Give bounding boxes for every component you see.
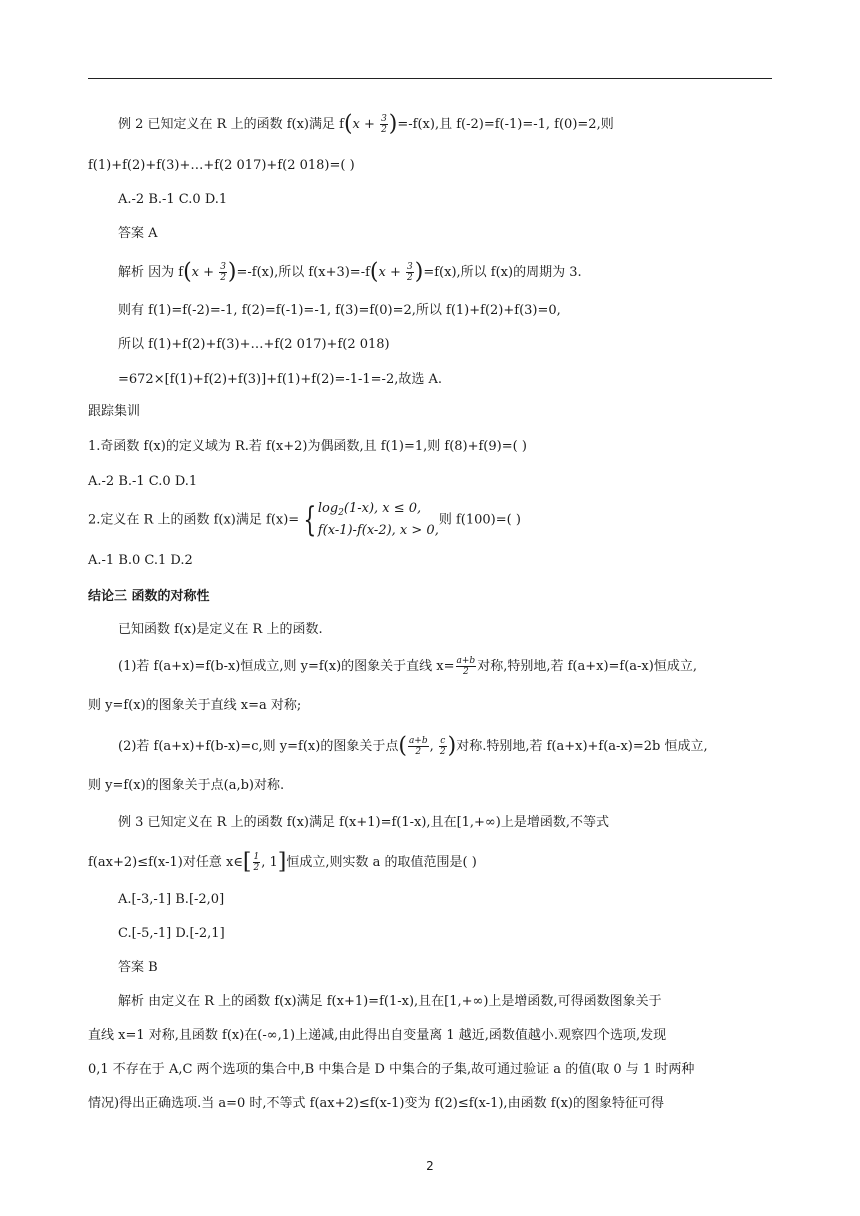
conclusion3-point2: (2)若 f(a+x)+f(b-x)=c,则 y=f(x)的图象关于点( $\frac{a+b}{2}$ , $\frac{c}{2}$ )对称.特别地,若 f(a+x)+f(a-x)=2b 恒成立, — [118, 733, 708, 759]
example3-solution-line2: 直线 x=1 对称,且函数 f(x)在(-∞,1)上递减,由此得出自变量离 1 越近,函数值越小.观察四个选项,发现 — [88, 1028, 667, 1043]
tracking-question1-options: A.-2 B.-1 C.0 D.1 — [88, 474, 198, 489]
example3-solution-line1: 解析 由定义在 R 上的函数 f(x)满足 f(x+1)=f(1-x),且在[1,+∞)上是增函数,可得函数图象关于 — [118, 994, 662, 1009]
tracking-title: 跟踪集训 — [88, 404, 141, 419]
example2-statement-line2: f(1)+f(2)+f(3)+…+f(2 017)+f(2 018)=( ) — [88, 158, 355, 173]
example3-options-row1: A.[-3,-1] B.[-2,0] — [118, 892, 225, 907]
tracking-question1: 1.奇函数 f(x)的定义域为 R.若 f(x+2)为偶函数,且 f(1)=1,则 f(8)+f(9)=( ) — [88, 439, 527, 454]
conclusion3-title: 结论三 函数的对称性 — [88, 589, 210, 604]
example3-options-row2: C.[-5,-1] D.[-2,1] — [118, 926, 225, 941]
example2-answer: 答案 A — [118, 226, 158, 241]
conclusion3-intro: 已知函数 f(x)是定义在 R 上的函数. — [118, 622, 323, 637]
conclusion3-point1-cont: 则 y=f(x)的图象关于直线 x=a 对称; — [88, 698, 302, 713]
example3-answer: 答案 B — [118, 960, 158, 975]
example2-solution-line1: 解析 因为 f(x + $\frac{3}{2}$ )=-f(x),所以 f(x+3)=-f(x + $\frac{3}{2}$ )=f(x),所以 f(x)的周期为 3. — [118, 259, 582, 285]
piecewise-cases — [318, 500, 439, 539]
conclusion3-point1: (1)若 f(a+x)=f(b-x)恒成立,则 y=f(x)的图象关于直线 x= $\frac{a+b}{2}$ 对称,特别地,若 f(a+x)=f(a-x)恒成立, — [118, 656, 697, 677]
example3-statement-line2: f(ax+2)≤f(x-1)对任意 x∈[ $\frac{1}{2}$ , 1]恒成立,则实数 a 的取值范围是( ) — [88, 849, 477, 875]
case-log: $\log_2(1-x)$, x ≤ 0, — [317, 501, 422, 518]
tracking-question2: 2.定义在 R 上的函数 f(x)满足 f(x)= { $\log_2(1-x)$, x ≤ 0, f(x-1)-f(x-2), x > 0, 则 f(100)=( ) — [88, 499, 521, 540]
example2-solution-line3: 所以 f(1)+f(2)+f(3)+…+f(2 017)+f(2 018) — [118, 337, 390, 352]
conclusion3-point2-cont: 则 y=f(x)的图象关于点(a,b)对称. — [88, 778, 285, 793]
fraction-3-over-2: $\frac{3}{2}$ — [381, 114, 387, 135]
example2-solution-line2: 则有 f(1)=f(-2)=-1, f(2)=f(-1)=-1, f(3)=f(0)=2,所以 f(1)+f(2)+f(3)=0, — [118, 303, 561, 318]
example2-solution-line4: =672×[f(1)+f(2)+f(3)]+f(1)+f(2)=-1-1=-2,故选 A. — [118, 372, 443, 387]
example3-solution-line3: 0,1 不存在于 A,C 两个选项的集合中,B 中集合是 D 中集合的子集,故可通过验证 a 的值(取 0 与 1 时两种 — [88, 1062, 695, 1077]
header-rule — [88, 78, 772, 79]
example3-solution-line4: 情况)得出正确选项.当 a=0 时,不等式 f(ax+2)≤f(x-1)变为 f(2)≤f(x-1),由函数 f(x)的图象特征可得 — [88, 1096, 664, 1111]
example2-options: A.-2 B.-1 C.0 D.1 — [118, 192, 228, 207]
example3-statement-line1: 例 3 已知定义在 R 上的函数 f(x)满足 f(x+1)=f(1-x),且在[1,+∞)上是增函数,不等式 — [118, 815, 609, 830]
example2-statement-line1: 例 2 已知定义在 R 上的函数 f(x)满足 f(x + $\frac{3}{2}$ )=-f(x),且 f(-2)=f(-1)=-1, f(0)=2,则 — [118, 111, 614, 137]
page-number: 2 — [426, 1159, 434, 1173]
case-recursive: f(x-1)-f(x-2), x > 0, — [317, 523, 439, 538]
tracking-question2-options: A.-1 B.0 C.1 D.2 — [88, 553, 193, 568]
